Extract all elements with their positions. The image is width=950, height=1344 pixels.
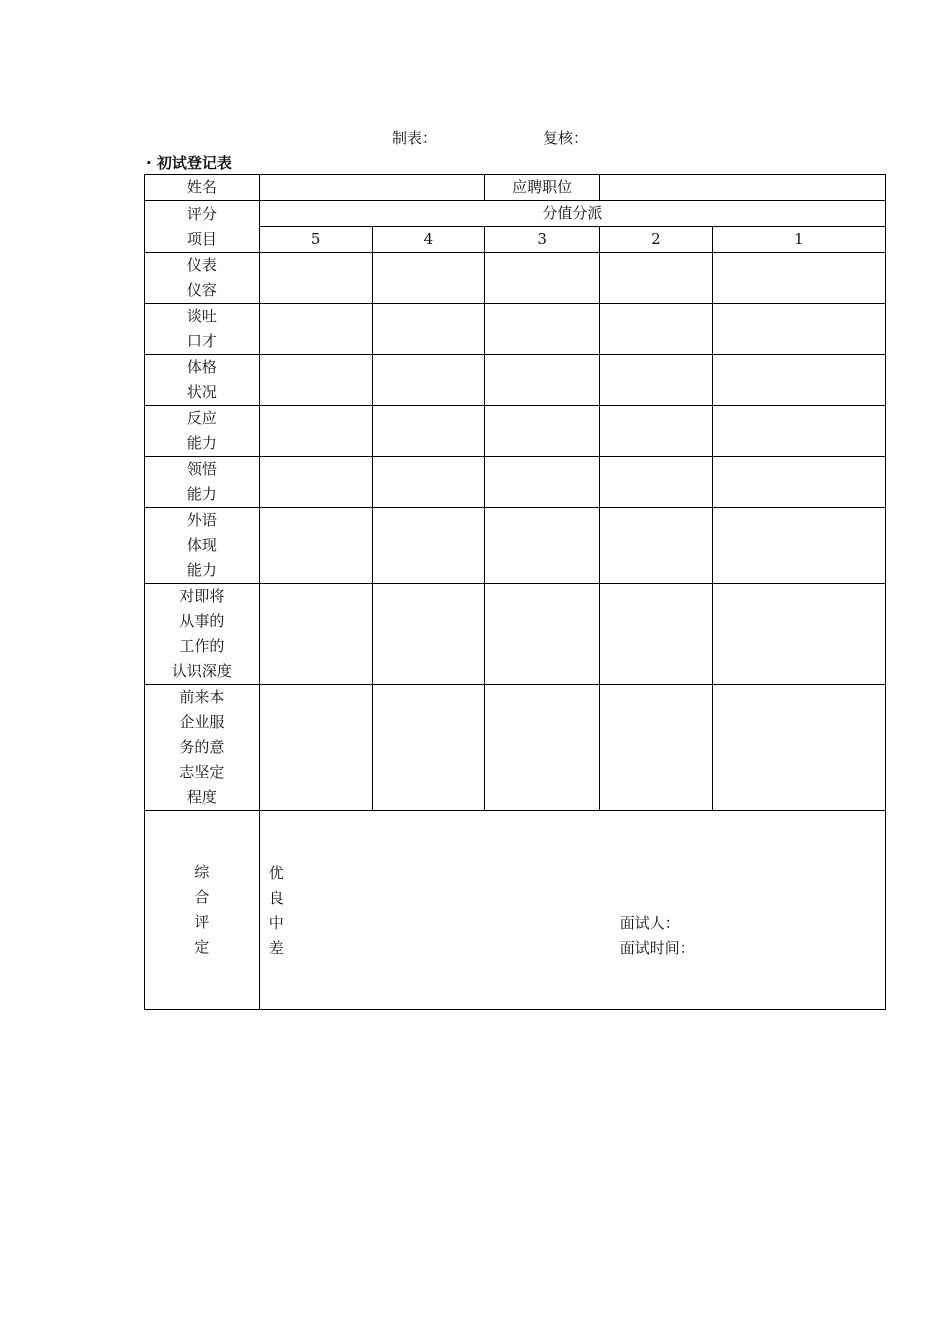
score-cell[interactable]: [712, 685, 885, 811]
score-cell[interactable]: [372, 406, 485, 457]
score-cell[interactable]: [259, 406, 372, 457]
score-header-4: 4: [372, 227, 485, 253]
score-cell[interactable]: [259, 457, 372, 508]
score-cell[interactable]: [259, 508, 372, 584]
score-cell[interactable]: [600, 406, 713, 457]
score-cell[interactable]: [372, 355, 485, 406]
score-cell[interactable]: [600, 304, 713, 355]
score-cell[interactable]: [600, 457, 713, 508]
score-cell[interactable]: [485, 584, 600, 685]
interview-time-label: 面试时间：: [619, 939, 695, 957]
score-cell[interactable]: [600, 685, 713, 811]
grade-average[interactable]: 中: [268, 914, 284, 932]
criterion-speech: 谈吐 口才: [145, 304, 260, 355]
score-cell[interactable]: [372, 508, 485, 584]
table-row: [145, 406, 886, 457]
score-cell[interactable]: [372, 457, 485, 508]
score-cell[interactable]: [259, 253, 372, 304]
table-row: [145, 457, 886, 508]
criterion-comprehension: 领悟 能力: [145, 457, 260, 508]
score-cell[interactable]: [372, 685, 485, 811]
grade-excellent[interactable]: 优: [268, 864, 284, 882]
score-cell[interactable]: [485, 508, 600, 584]
table-row: [145, 175, 886, 201]
score-cell[interactable]: [372, 253, 485, 304]
score-cell[interactable]: [712, 406, 885, 457]
score-cell[interactable]: [485, 457, 600, 508]
score-cell[interactable]: [485, 355, 600, 406]
position-field[interactable]: [600, 175, 886, 201]
interview-registration-table: [144, 174, 886, 1010]
table-row: [145, 811, 886, 1010]
score-cell[interactable]: [485, 304, 600, 355]
score-cell[interactable]: [712, 508, 885, 584]
table-row: [145, 508, 886, 584]
score-cell[interactable]: [712, 253, 885, 304]
table-row: [145, 201, 886, 227]
summary-label: 综 合 评 定: [145, 811, 260, 1010]
criterion-reaction: 反应 能力: [145, 406, 260, 457]
score-cell[interactable]: [712, 457, 885, 508]
table-row: [145, 584, 886, 685]
summary-evaluation-cell[interactable]: [259, 811, 885, 1010]
score-cell[interactable]: [600, 355, 713, 406]
score-cell[interactable]: [485, 406, 600, 457]
reviewer-label: 复核：: [543, 129, 589, 147]
maker-label: 制表：: [392, 129, 438, 147]
table-row: [145, 253, 886, 304]
score-cell[interactable]: [600, 584, 713, 685]
signature-block: [620, 911, 695, 961]
name-label: 姓名: [145, 175, 260, 201]
grade-poor[interactable]: 差: [268, 939, 284, 957]
score-cell[interactable]: [600, 253, 713, 304]
position-label: 应聘职位: [485, 175, 600, 201]
score-cell[interactable]: [712, 355, 885, 406]
header-meta: [0, 128, 950, 148]
score-item-header: 评分 项目: [145, 201, 260, 253]
criterion-job-understanding: 对即将 从事的 工作的 认识深度: [145, 584, 260, 685]
score-header-1: 1: [712, 227, 885, 253]
score-cell[interactable]: [372, 584, 485, 685]
criterion-commitment: 前来本 企业服 务的意 志坚定 程度: [145, 685, 260, 811]
form-title: · 初试登记表: [146, 154, 232, 172]
score-cell[interactable]: [712, 304, 885, 355]
score-cell[interactable]: [259, 584, 372, 685]
score-cell[interactable]: [712, 584, 885, 685]
criterion-foreign-language: 外语 体现 能力: [145, 508, 260, 584]
score-header-2: 2: [600, 227, 713, 253]
criterion-physical: 体格 状况: [145, 355, 260, 406]
interviewer-label: 面试人：: [619, 914, 680, 932]
score-assign-header: 分值分派: [259, 201, 885, 227]
table-row: [145, 685, 886, 811]
criterion-appearance: 仪表 仪容: [145, 253, 260, 304]
table-row: [145, 355, 886, 406]
grade-good[interactable]: 良: [268, 889, 284, 907]
score-header-3: 3: [485, 227, 600, 253]
score-cell[interactable]: [259, 355, 372, 406]
score-header-5: 5: [259, 227, 372, 253]
score-cell[interactable]: [600, 508, 713, 584]
score-cell[interactable]: [372, 304, 485, 355]
score-cell[interactable]: [259, 304, 372, 355]
score-cell[interactable]: [485, 253, 600, 304]
name-field[interactable]: [259, 175, 485, 201]
grade-list: [269, 861, 284, 961]
score-cell[interactable]: [485, 685, 600, 811]
table-row: [145, 304, 886, 355]
score-cell[interactable]: [259, 685, 372, 811]
